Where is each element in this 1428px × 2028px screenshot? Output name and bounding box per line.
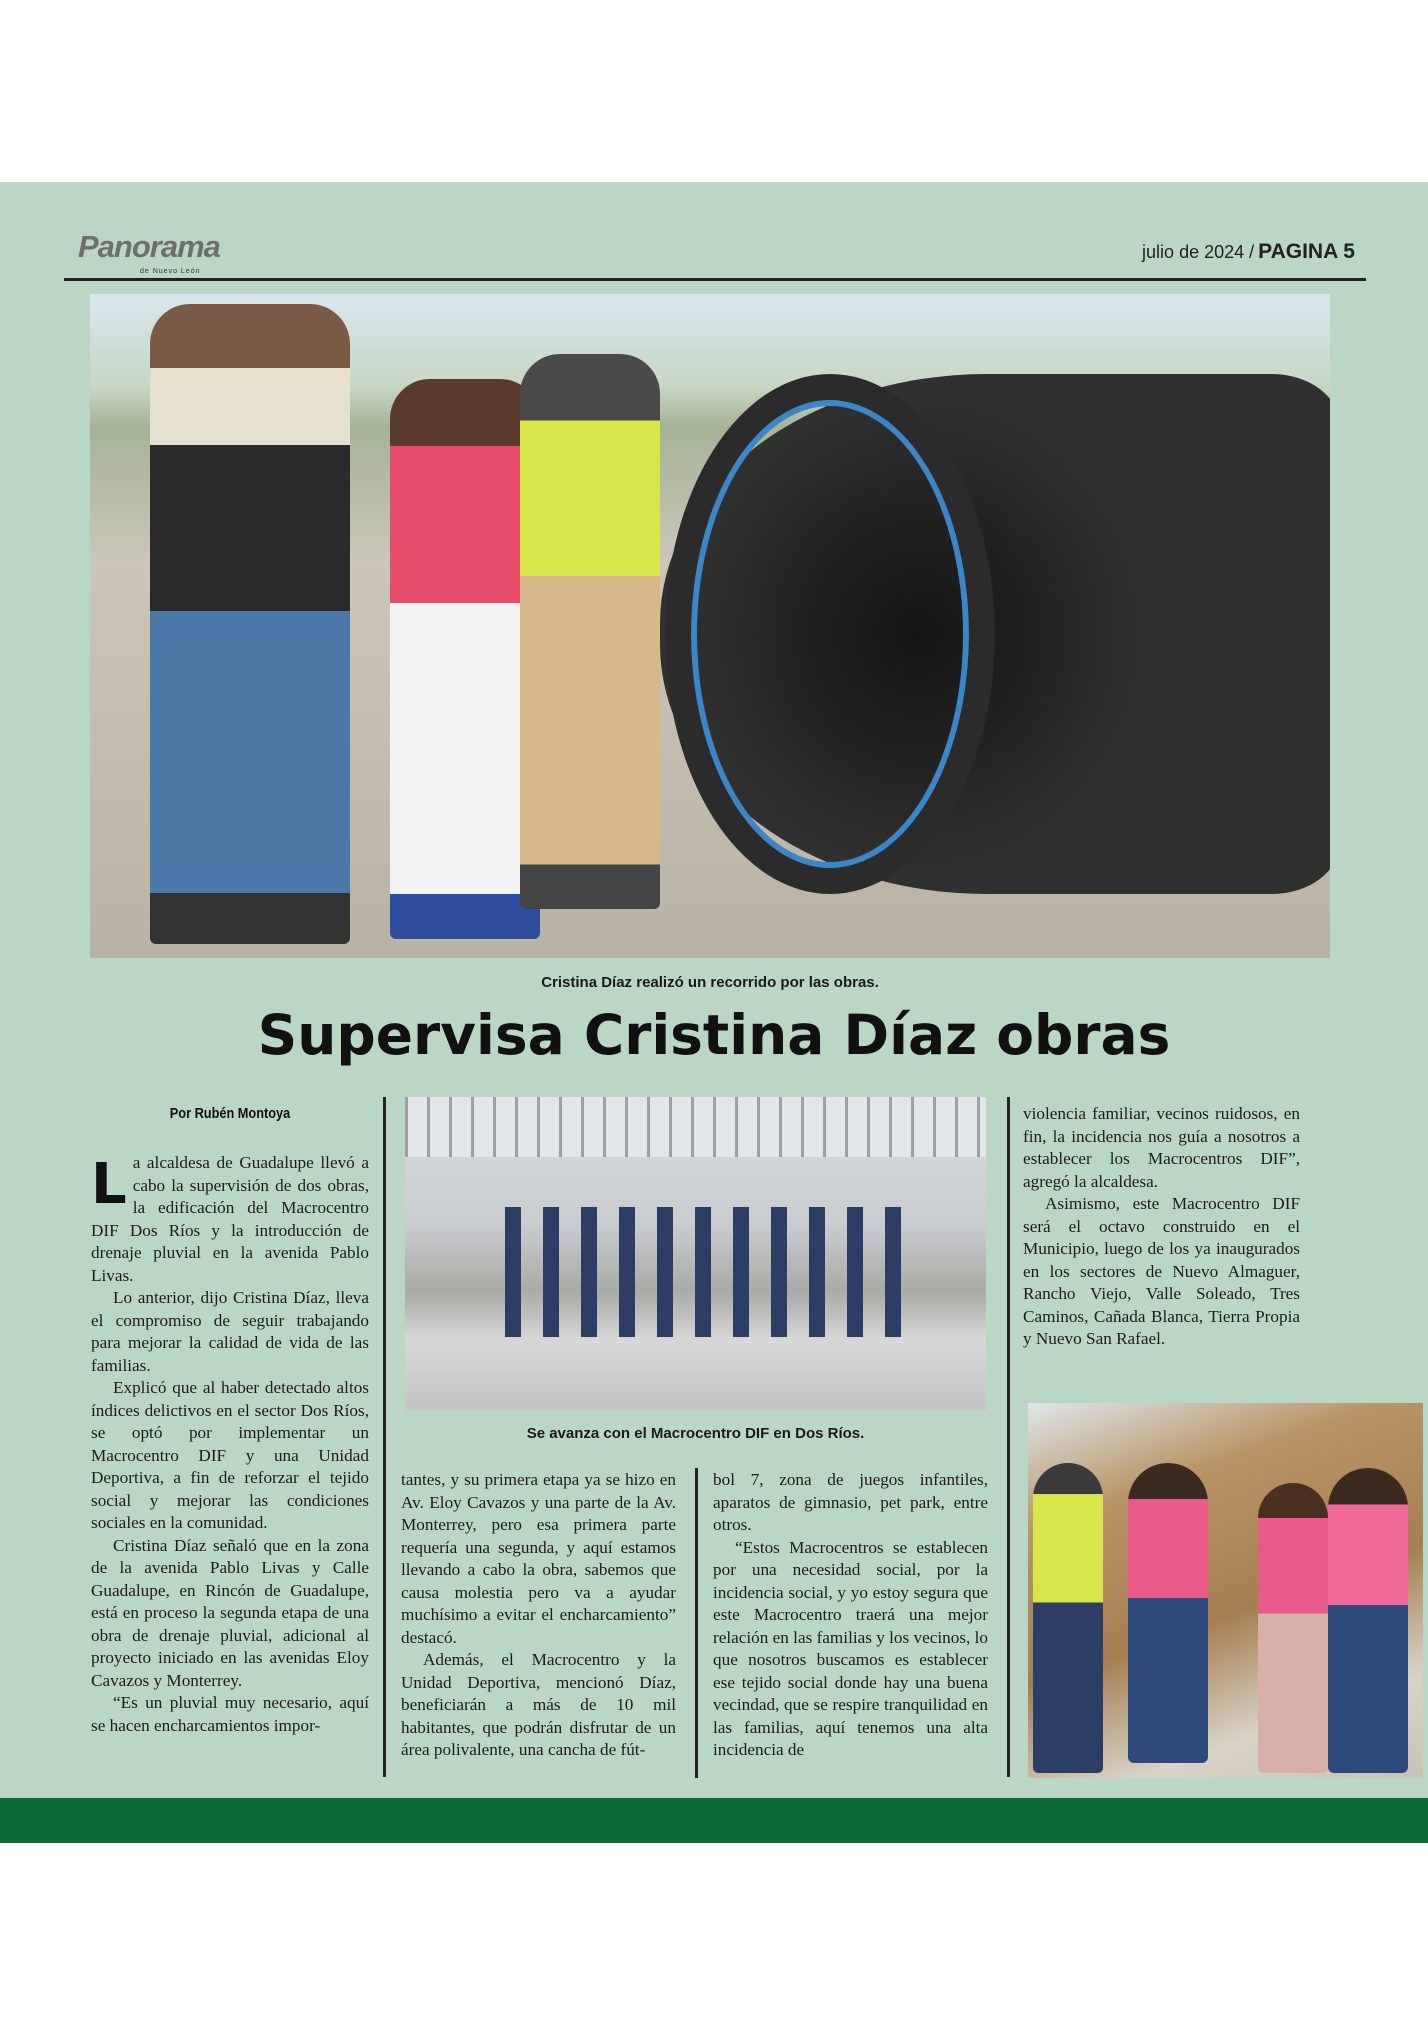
person <box>150 304 350 944</box>
column-divider <box>383 1097 386 1777</box>
article-column-3 <box>713 1469 988 1762</box>
paragraph: Cristina Díaz señaló que en la zona de la avenida Pablo Livas y Calle Guadalupe, en Rincón de Guadalupe, está en proceso la segunda etapa de una obra de drenaje pluvial, adicional al proyecto iniciado en las avenidas Eloy Cavazos y Monterrey. <box>91 1535 369 1690</box>
article-column-1 <box>91 1152 369 1737</box>
main-photo-pipe-inspection <box>90 294 1330 958</box>
photo2-caption: Se avanza con el Macrocentro DIF en Dos Ríos. <box>526 1425 865 1442</box>
column-divider <box>1007 1097 1010 1777</box>
paragraph: “Estos Macrocentros se establecen por una necesidad social, por la incidencia social, y yo estoy segura que este Macrocentro traerá una mejor relación en las familias y los vecinos, lo que nosotros buscamos es establecer ese tejido social donde hay una buena vecindad, que se respire tranquilidad en las familias, aquí tenemos una alta incidencia de <box>713 1537 988 1759</box>
person <box>520 354 660 909</box>
newspaper-logo: Panorama <box>78 229 220 264</box>
person <box>1033 1463 1103 1773</box>
paragraph-text: a alcaldesa de Guadalupe llevó a cabo la supervisión de dos obras, la edificación del Macrocentro DIF Dos Ríos y la introducción de drenaje pluvial en la avenida Pablo Livas. <box>91 1153 369 1285</box>
person <box>1128 1463 1208 1763</box>
paragraph: Asimismo, este Macrocentro DIF será el octavo construido en el Municipio, luego de los ya inaugurados en los sectores de Nuevo Almaguer, Rancho Viejo, Valle Soleado, Tres Caminos, Cañada Blanca, Tierra Propia y Nuevo San Rafael. <box>1023 1194 1300 1348</box>
article-column-4 <box>1023 1103 1300 1351</box>
paragraph <box>91 1152 369 1287</box>
byline: Por Rubén Montoya <box>169 1105 291 1122</box>
headline: Supervisa Cristina Díaz obras <box>257 1003 1171 1067</box>
page-info <box>1142 240 1355 264</box>
group-of-people <box>505 1207 905 1337</box>
paragraph: Explicó que al haber detectado altos índices delictivos en el sector Dos Ríos, se optó por implementar un Macrocentro DIF y una Unidad Deportiva, a fin de reforzar el tejido social y mejorar las condiciones sociales en la comunidad. <box>91 1378 369 1532</box>
article-column-2 <box>401 1469 676 1762</box>
paragraph: violencia familiar, vecinos ruidosos, en fin, la incidencia nos guía a nosotros a establecer los Macrocentros DIF”, agregó la alcaldesa. <box>1023 1104 1300 1191</box>
person <box>390 379 540 939</box>
paragraph: bol 7, zona de juegos infantiles, aparatos de gimnasio, pet park, entre otros. <box>713 1470 988 1534</box>
drop-cap: L <box>91 1152 127 1217</box>
column-divider <box>695 1468 698 1778</box>
page-number: PAGINA 5 <box>1258 240 1355 263</box>
paragraph: tantes, y su primera etapa ya se hizo en Av. Eloy Cavazos y una parte de la Av. Monterrey, pero esa primera parte requería una segunda, y aquí estamos llevando a cabo la obra, sabemos que causa molestia pero va a ayudar muchísimo a evitar el encharcamiento” destacó. <box>401 1470 676 1647</box>
macrocentro-group-photo <box>405 1097 986 1410</box>
paragraph: Además, el Macrocentro y la Unidad Deportiva, mencionó Díaz, beneficiarán a más de 10 mil habitantes, que podrán disfrutar de un área polivalente, una cancha de fút- <box>401 1650 676 1759</box>
person <box>1328 1468 1408 1773</box>
issue-date: julio de 2024 / <box>1142 242 1255 262</box>
footer-bar <box>0 1798 1428 1843</box>
pipe-opening <box>665 374 995 894</box>
newspaper-logo-subtitle: de Nuevo León <box>140 268 201 275</box>
header-rule <box>64 278 1366 281</box>
person <box>1258 1483 1328 1773</box>
roof-structure <box>405 1097 986 1157</box>
paragraph: Lo anterior, dijo Cristina Díaz, lleva el compromiso de seguir trabajando para mejorar la calidad de vida de las familias. <box>91 1288 369 1375</box>
site-visit-photo <box>1028 1403 1423 1778</box>
photo1-caption: Cristina Díaz realizó un recorrido por las obras. <box>541 974 879 991</box>
paragraph: “Es un pluvial muy necesario, aquí se hacen encharcamientos impor- <box>91 1693 369 1735</box>
